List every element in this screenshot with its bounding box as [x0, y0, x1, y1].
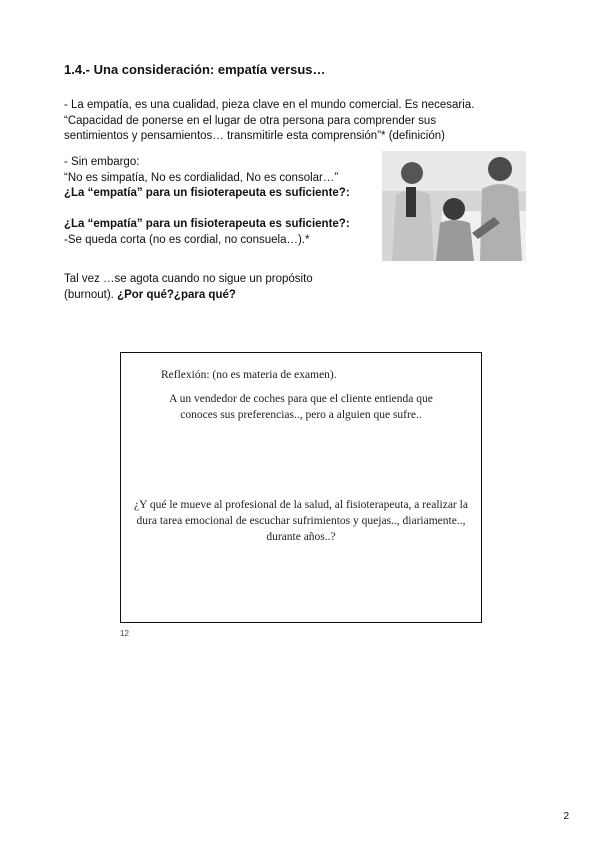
- text-line: [64, 288, 354, 304]
- reflection-slide: [120, 352, 482, 623]
- slide-number: 12: [120, 629, 129, 638]
- text-line: -Se queda corta (no es cordial, no consuela…).*: [64, 233, 310, 246]
- medical-staff-photo: [382, 151, 526, 261]
- text-line: “No es simpatía, No es cordialidad, No es consolar…”: [64, 171, 339, 184]
- text-span: (burnout).: [64, 288, 118, 301]
- question-span: ¿Por qué?¿para qué?: [117, 288, 236, 301]
- intro-paragraph: [64, 98, 534, 145]
- intro-line: - La empatía, es una cualidad, pieza clave en el mundo comercial. Es necesaria.: [64, 99, 475, 111]
- text-line: Tal vez …se agota cuando no sigue un propósito: [64, 273, 313, 285]
- however-paragraph: [64, 155, 364, 248]
- intro-line: “Capacidad de ponerse en el lugar de otra persona para comprender sus: [64, 114, 437, 127]
- slide-paragraph: A un vendedor de coches para que el cliente entienda que conoces sus preferencias.., pero a alguien que sufre..: [169, 393, 433, 421]
- section-heading: 1.4.- Una consideración: empatía versus…: [64, 62, 326, 77]
- burnout-paragraph: [64, 272, 354, 303]
- spacer: [64, 202, 364, 218]
- text-line: - Sin embargo:: [64, 156, 140, 168]
- question-line: ¿La “empatía” para un fisioterapeuta es suficiente?:: [64, 187, 350, 199]
- slide-paragraph: ¿Y qué le mueve al profesional de la salud, al fisioterapeuta, a realizar la dura tarea emocional de escuchar sufrimientos y quejas.., diariamente.., durante años..?: [134, 499, 468, 543]
- page-number: 2: [563, 811, 569, 822]
- intro-line: sentimientos y pensamientos… transmitirle esta comprensión”* (definición): [64, 130, 445, 142]
- slide-title: Reflexión: (no es materia de examen).: [161, 369, 337, 381]
- question-line: ¿La “empatía” para un fisioterapeuta es suficiente?:: [64, 218, 350, 230]
